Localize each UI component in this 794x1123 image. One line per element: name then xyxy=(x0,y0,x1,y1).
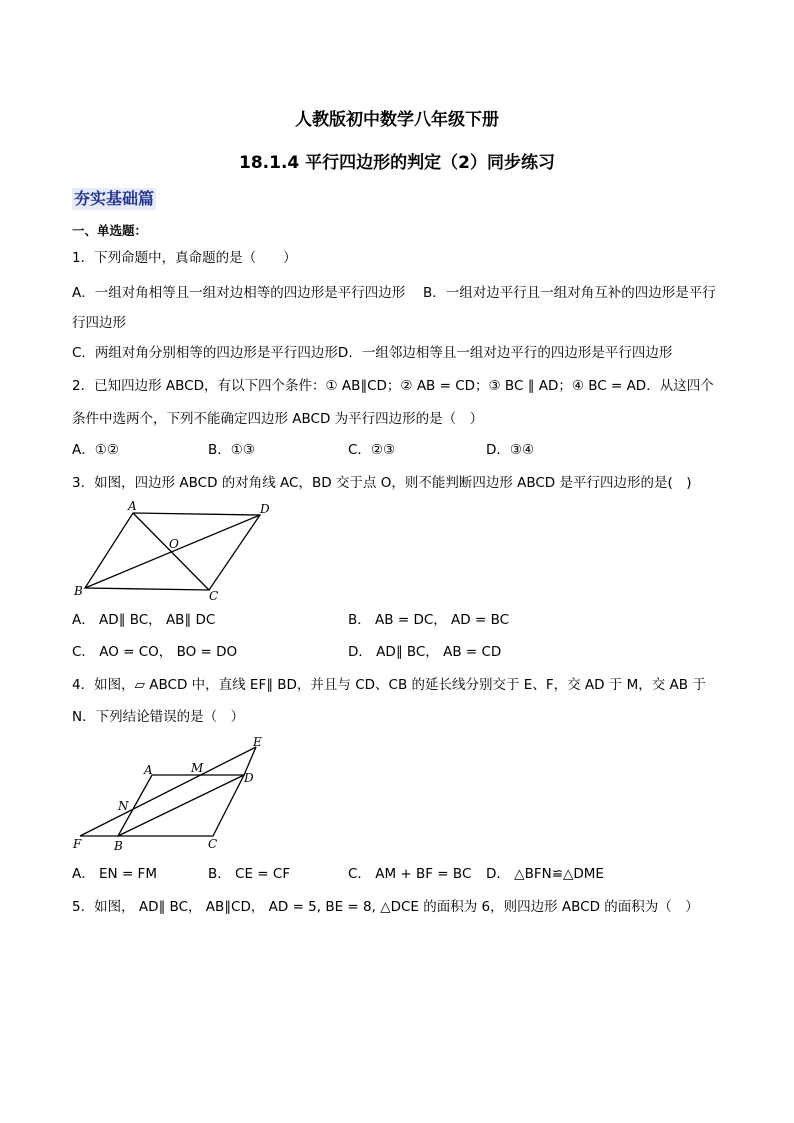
q3-option-c: C． AO = CO， BO = DO xyxy=(72,644,238,660)
q1-stem: 1．下列命题中，真命题的是（ ） xyxy=(72,250,297,266)
document-title: 人教版初中数学八年级下册 xyxy=(295,110,499,130)
document-subtitle: 18.1.4 平行四边形的判定（2）同步练习 xyxy=(239,153,555,173)
q4-label-n: N xyxy=(118,799,129,813)
q2-stem-line1: 2．已知四边形 ABCD，有以下四个条件：① AB∥CD；② AB = CD；③ BC ∥ AD；④ BC = AD．从这四个 xyxy=(72,378,714,394)
q3-label-c: C xyxy=(209,589,219,602)
q3-parallelogram-figure xyxy=(68,498,283,602)
q4-label-e: E xyxy=(253,735,262,749)
q4-stem-line1: 4．如图，▱ ABCD 中，直线 EF∥ BD，并且与 CD、CB 的延长线分别交于 E、F，交 AD 于 M，交 AB 于 xyxy=(72,677,706,693)
q2-option-c: C．②③ xyxy=(348,442,396,458)
q3-label-o: O xyxy=(169,537,179,551)
q2-option-d: D．③④ xyxy=(486,442,535,458)
q4-label-c: C xyxy=(208,837,218,851)
q3-option-b: B． AB = DC， AD = BC xyxy=(348,612,510,628)
q4-option-c: C． AM + BF = BC xyxy=(348,866,472,882)
q4-parallelogram-figure xyxy=(68,732,268,854)
q2-option-b: B．①③ xyxy=(208,442,255,458)
q4-diagonal-bd xyxy=(118,775,244,836)
q3-option-d: D． AD∥ BC， AB = CD xyxy=(348,644,502,660)
q1-options-ab: A．一组对角相等且一组对边相等的四边形是平行四边形 B．一组对边平行且一组对角互补的四边形是平行 xyxy=(72,285,716,301)
q4-option-d: D． △BFN≌△DME xyxy=(486,866,604,882)
q4-label-b: B xyxy=(114,839,123,853)
q4-line-ef xyxy=(80,747,256,836)
q3-option-a: A． AD∥ BC， AB∥ DC xyxy=(72,612,216,628)
q4-option-a: A． EN = FM xyxy=(72,866,157,882)
q3-label-b: B xyxy=(74,584,83,598)
q2-stem-line2: 条件中选两个，下列不能确定四边形 ABCD 为平行四边形的是（ ） xyxy=(72,411,484,427)
q3-label-a: A xyxy=(128,499,137,513)
q1-options-cd: C．两组对角分别相等的四边形是平行四边形D．一组邻边相等且一组对边平行的四边形是平行四边形 xyxy=(72,345,673,361)
q5-stem: 5．如图， AD∥ BC， AB∥CD， AD = 5, BE = 8, △DCE 的面积为 6，则四边形 ABCD 的面积为（ ） xyxy=(72,899,699,915)
q4-option-b: B． CE = CF xyxy=(208,866,291,882)
q3-stem: 3．如图，四边形 ABCD 的对角线 AC，BD 交于点 O，则不能判断四边形 ABCD 是平行四边形的是( ) xyxy=(72,475,692,491)
part-heading: 一、单选题： xyxy=(72,223,148,238)
q3-label-d: D xyxy=(260,502,270,516)
q4-stem-line2: N．下列结论错误的是（ ） xyxy=(72,709,245,725)
q4-label-m: M xyxy=(191,761,204,775)
q4-label-d: D xyxy=(244,771,254,785)
q2-option-a: A．①② xyxy=(72,442,119,458)
q4-label-a: A xyxy=(144,763,153,777)
section-heading: 夯实基础篇 xyxy=(74,189,155,208)
q4-label-f: F xyxy=(73,837,82,851)
q3-diagonal-bd xyxy=(85,515,260,588)
q1-option-b-continued: 行四边形 xyxy=(72,315,126,331)
